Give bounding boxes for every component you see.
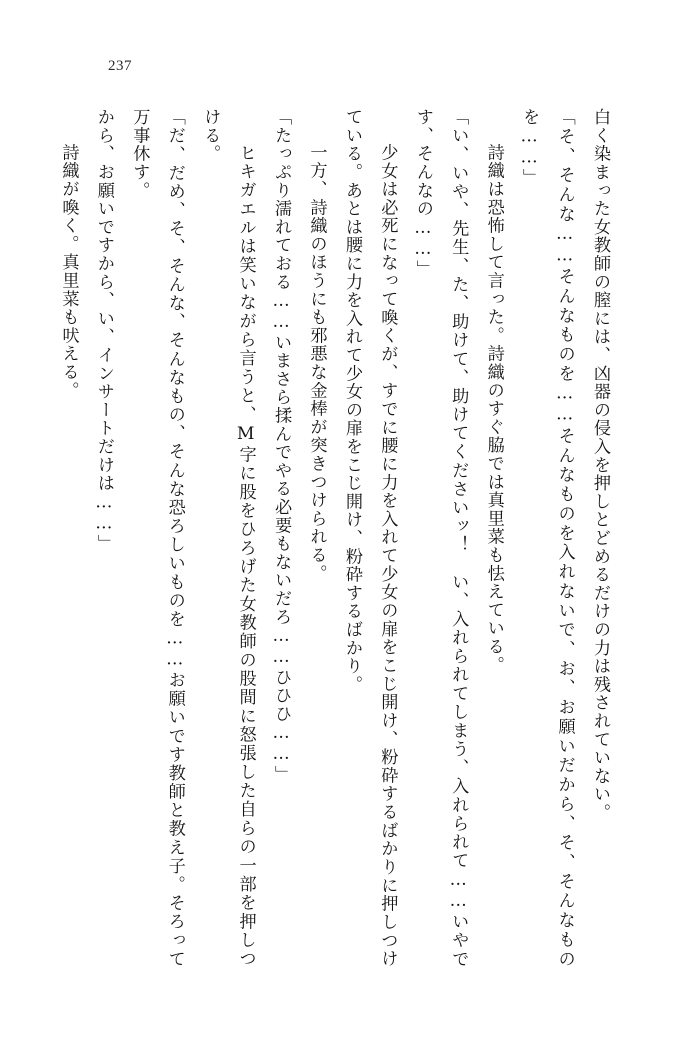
paragraph: 少女は必死になって喚くが、すでに腰に力を入れて少女の扉をこじ開け、粉砕するばかりに押しつけている。あとは腰に力を入れて少女の扉をこじ開け、粉砕するばかり。 xyxy=(341,108,398,968)
page-number: 237 xyxy=(108,58,132,74)
page-text-body xyxy=(57,108,617,968)
paragraph: 詩織が喚く。真里菜も吠える。 xyxy=(58,125,79,400)
paragraph: 「そ、そんな……そんなものを……そんなものを入れないで、お、お願いだから、そ、そんなものを……」 xyxy=(519,108,575,968)
paragraph: 一方、詩織のほうにも邪悪な金棒が突きつけられる。 xyxy=(306,125,327,583)
paragraph: 「い、いや、先生、た、助けて、助けてくださいッ！ い、入れられてしまう、入れられて……いやです、そんなの……」 xyxy=(412,108,469,968)
paragraph: 白く染まった女教師の膣には、凶器の侵入を押しとどめるだけの力は残されていない。 xyxy=(590,108,610,822)
paragraph: 「だ、だめ、そ、そんな、そんなもの、そんな恐ろしいものを……お願いです教師と教え子。そろって万事休す。 xyxy=(129,108,185,968)
paragraph: 詩織は恐怖して言った。詩織のすぐ脇では真里菜も怯えている。 xyxy=(483,125,504,675)
paragraph: から、お願いですから、い、インサートだけは……」 xyxy=(93,108,114,553)
paragraph: 「たっぷり濡れておる……いまさら揉んでやる必要もないだろ……ひひひ……」 xyxy=(271,108,292,784)
paragraph: ヒキガエルは笑いながら言うと、M字に股をひろげた女教師の股間に怒張した自らの一部を押しつける。 xyxy=(200,108,256,968)
